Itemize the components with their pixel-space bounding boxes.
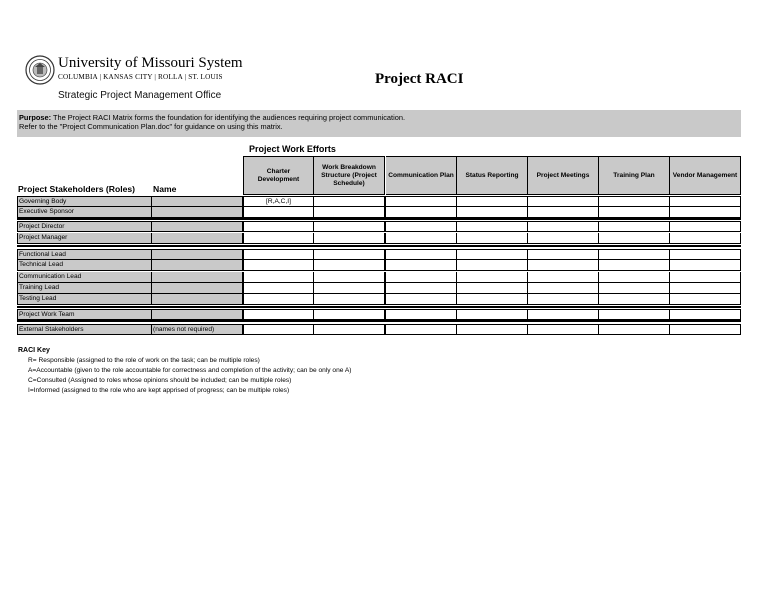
raci-cell[interactable] — [598, 196, 670, 207]
name-cell[interactable] — [151, 196, 243, 207]
raci-cell[interactable] — [243, 260, 314, 271]
group-separator — [17, 320, 741, 322]
purpose-line-1 — [19, 113, 739, 122]
raci-cell[interactable] — [456, 294, 528, 305]
column-header: Communication Plan — [386, 156, 457, 195]
raci-cell[interactable] — [243, 249, 314, 260]
raci-cell[interactable] — [385, 207, 457, 218]
column-header: Vendor Management — [670, 156, 741, 195]
name-cell[interactable] — [151, 272, 243, 283]
raci-cell[interactable] — [669, 272, 741, 283]
name-cell[interactable] — [151, 260, 243, 271]
table-row — [17, 207, 741, 218]
raci-cell[interactable] — [669, 309, 741, 320]
name-cell[interactable] — [151, 221, 243, 232]
raci-cell[interactable] — [313, 233, 385, 244]
raci-cell[interactable] — [243, 207, 314, 218]
raci-cell[interactable] — [598, 221, 670, 232]
raci-cell[interactable] — [385, 309, 457, 320]
raci-cell[interactable] — [527, 283, 599, 294]
raci-cell[interactable] — [527, 196, 599, 207]
raci-cell[interactable] — [313, 196, 385, 207]
raci-cell[interactable] — [456, 196, 528, 207]
table-row — [17, 233, 741, 244]
work-efforts-title: Project Work Efforts — [249, 144, 336, 154]
raci-cell[interactable] — [527, 260, 599, 271]
raci-cell[interactable] — [669, 324, 741, 335]
name-cell[interactable] — [151, 207, 243, 218]
column-header: Training Plan — [599, 156, 670, 195]
purpose-text-2: Refer to the "Project Communication Plan.doc" for guidance on using this matrix. — [19, 122, 283, 131]
raci-cell[interactable] — [527, 233, 599, 244]
role-cell: Communication Lead — [17, 272, 152, 283]
raci-cell[interactable] — [385, 272, 457, 283]
raci-key-item: R= Responsible (assigned to the role of work on the task; can be multiple roles) — [28, 357, 260, 364]
raci-cell[interactable] — [385, 249, 457, 260]
table-row — [17, 249, 741, 260]
group-separator — [17, 306, 741, 308]
raci-cell[interactable] — [243, 233, 314, 244]
document-title: Project RACI — [375, 71, 464, 87]
column-header: Status Reporting — [457, 156, 528, 195]
raci-cell[interactable] — [527, 309, 599, 320]
raci-key-item: I=Informed (assigned to the role who are kept apprised of progress; can be multiple roles) — [28, 387, 290, 394]
purpose-label: Purpose: — [19, 113, 52, 122]
raci-cell[interactable] — [456, 283, 528, 294]
raci-cell[interactable] — [527, 294, 599, 305]
table-row — [17, 272, 741, 283]
raci-cell[interactable] — [669, 260, 741, 271]
raci-cell[interactable] — [243, 272, 314, 283]
group-separator — [17, 218, 741, 220]
table-row — [17, 221, 741, 232]
role-cell: Technical Lead — [17, 260, 152, 271]
raci-cell[interactable] — [669, 221, 741, 232]
name-cell[interactable] — [151, 294, 243, 305]
raci-cell[interactable] — [385, 283, 457, 294]
raci-cell[interactable] — [598, 324, 670, 335]
raci-cell[interactable] — [243, 309, 314, 320]
name-header: Name — [153, 184, 177, 194]
role-cell: Testing Lead — [17, 294, 152, 305]
raci-cell[interactable] — [598, 283, 670, 294]
raci-cell[interactable] — [243, 294, 314, 305]
column-header: Project Meetings — [528, 156, 599, 195]
column-header: Charter Development — [243, 156, 314, 195]
raci-cell[interactable] — [456, 207, 528, 218]
raci-key-item: A=Accountable (given to the role accountable for correctness and completion of the activity; can be only one A) — [28, 367, 352, 374]
column-header: Work Breakdown Structure (Project Schedule) — [314, 156, 385, 195]
raci-key-item: C=Consulted (Assigned to roles whose opinions should be included; can be multiple roles) — [28, 377, 292, 384]
table-row — [17, 294, 741, 305]
stakeholders-header: Project Stakeholders (Roles) — [18, 184, 136, 194]
raci-cell[interactable] — [456, 260, 528, 271]
office-name: Strategic Project Management Office — [58, 90, 222, 101]
raci-cell[interactable] — [385, 233, 457, 244]
raci-cell[interactable] — [313, 249, 385, 260]
raci-cell[interactable] — [385, 260, 457, 271]
raci-cell[interactable] — [243, 283, 314, 294]
raci-cell[interactable] — [385, 196, 457, 207]
raci-cell[interactable] — [313, 260, 385, 271]
raci-cell[interactable] — [385, 324, 457, 335]
table-row — [17, 260, 741, 271]
role-cell: Executive Sponsor — [17, 207, 152, 218]
raci-cell[interactable] — [669, 249, 741, 260]
role-cell: Governing Body — [17, 196, 152, 207]
raci-cell[interactable] — [598, 294, 670, 305]
raci-cell[interactable] — [669, 196, 741, 207]
raci-cell[interactable] — [456, 309, 528, 320]
name-cell[interactable] — [151, 249, 243, 260]
raci-cell[interactable] — [669, 233, 741, 244]
raci-cell[interactable] — [313, 309, 385, 320]
role-cell: Training Lead — [17, 283, 152, 294]
raci-cell[interactable]: [R,A,C,I] — [243, 196, 314, 207]
raci-cell[interactable] — [456, 324, 528, 335]
raci-cell[interactable] — [385, 221, 457, 232]
table-row — [17, 324, 741, 335]
raci-cell[interactable] — [527, 272, 599, 283]
name-cell[interactable] — [151, 309, 243, 320]
raci-key-title: RACI Key — [18, 347, 50, 354]
raci-cell[interactable] — [527, 207, 599, 218]
raci-cell[interactable] — [313, 272, 385, 283]
org-name: University of Missouri System — [58, 55, 243, 71]
role-cell: External Stakeholders — [17, 324, 152, 335]
raci-cell[interactable] — [313, 221, 385, 232]
raci-cell[interactable] — [313, 294, 385, 305]
raci-cell[interactable] — [598, 233, 670, 244]
raci-cell[interactable] — [598, 207, 670, 218]
raci-cell[interactable] — [313, 283, 385, 294]
role-cell: Project Work Team — [17, 309, 152, 320]
raci-cell[interactable] — [527, 221, 599, 232]
table-row — [17, 309, 741, 320]
raci-cell[interactable] — [385, 294, 457, 305]
name-cell[interactable]: (names not required) — [151, 324, 243, 335]
raci-cell[interactable] — [598, 309, 670, 320]
name-cell[interactable] — [151, 283, 243, 294]
raci-cell[interactable] — [243, 324, 314, 335]
purpose-bar — [17, 110, 741, 137]
name-cell[interactable] — [151, 233, 243, 244]
university-logo — [25, 55, 265, 105]
raci-cell[interactable] — [598, 249, 670, 260]
role-cell: Project Director — [17, 221, 152, 232]
raci-cell[interactable] — [669, 283, 741, 294]
raci-cell[interactable] — [527, 249, 599, 260]
role-cell: Project Manager — [17, 233, 152, 244]
raci-cell[interactable] — [669, 294, 741, 305]
raci-cell[interactable] — [456, 221, 528, 232]
raci-cell[interactable] — [669, 207, 741, 218]
raci-cell[interactable] — [456, 233, 528, 244]
raci-cell[interactable] — [598, 260, 670, 271]
raci-cell[interactable] — [527, 324, 599, 335]
table-row — [17, 196, 741, 207]
group-separator — [17, 245, 741, 247]
campus-list: COLUMBIA | KANSAS CITY | ROLLA | ST. LOUIS — [58, 73, 223, 81]
raci-cell[interactable] — [598, 272, 670, 283]
raci-cell[interactable] — [456, 249, 528, 260]
table-row — [17, 283, 741, 294]
raci-cell[interactable] — [456, 272, 528, 283]
raci-cell[interactable] — [313, 207, 385, 218]
role-cell: Functional Lead — [17, 249, 152, 260]
purpose-text-1: The Project RACI Matrix forms the foundation for identifying the audiences requiring project communication. — [52, 113, 406, 122]
university-seal-icon — [25, 55, 55, 85]
raci-cell[interactable] — [243, 221, 314, 232]
raci-cell[interactable] — [313, 324, 385, 335]
